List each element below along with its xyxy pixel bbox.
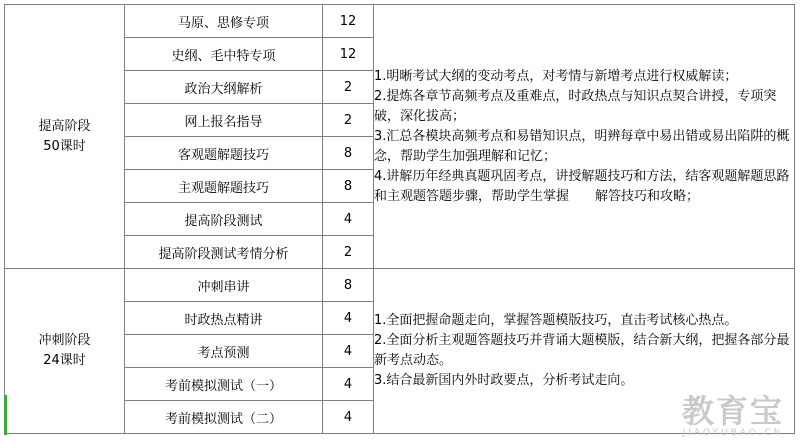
table-row: [5, 269, 795, 302]
phase-hours: 24课时: [43, 353, 86, 368]
phase-cell: [5, 5, 125, 269]
description-line: 1.全面把握命题走向，掌握答题模版技巧，直击考试核心热点。: [374, 313, 738, 328]
topic-cell: 时政热点精讲: [125, 302, 323, 335]
hours-cell: 4: [323, 368, 374, 401]
topic-cell: 冲刺串讲: [125, 269, 323, 302]
description-line: 2.提炼各章节高频考点及重难点，时政热点与知识点契合讲授，专项突破，深化拔高；: [374, 88, 777, 124]
phase-name: 冲刺阶段: [38, 333, 91, 348]
topic-cell: 马原、思修专项: [125, 5, 323, 38]
hours-cell: 2: [323, 71, 374, 104]
phase-cell: [5, 269, 125, 434]
hours-cell: 12: [323, 5, 374, 38]
watermark-url: JIAOYUBAO.CN: [682, 428, 784, 438]
description-line: 3.结合最新国内外时政要点，分析考试走向。: [374, 373, 634, 388]
hours-cell: 2: [323, 104, 374, 137]
topic-cell: 客观题解题技巧: [125, 137, 323, 170]
topic-cell: 考前模拟测试（一）: [125, 368, 323, 401]
curriculum-table: [4, 4, 795, 434]
topic-cell: 提高阶段测试考情分析: [125, 236, 323, 269]
hours-cell: 8: [323, 137, 374, 170]
topic-cell: 史纲、毛中特专项: [125, 38, 323, 71]
phase-name: 提高阶段: [38, 118, 91, 134]
phase-hours: 50课时: [43, 138, 86, 154]
topic-cell: 提高阶段测试: [125, 203, 323, 236]
topic-cell: 考前模拟测试（二）: [125, 401, 323, 434]
description-line: 3.汇总各模块高频考点和易错知识点，明辨每章中易出错或易出陷阱的概念，帮助学生加强理解和记忆；: [374, 128, 790, 164]
description-line: 2.全面分析主观题答题技巧并背诵大题模版，结合新大纲，把握各部分最新考点动态。: [374, 333, 790, 368]
hours-cell: 8: [323, 269, 374, 302]
table-row: [5, 5, 795, 38]
hours-cell: 2: [323, 236, 374, 269]
watermark-logo: 教育宝: [681, 392, 784, 430]
topic-cell: 网上报名指导: [125, 104, 323, 137]
topic-cell: 主观题解题技巧: [125, 170, 323, 203]
hours-cell: 4: [323, 335, 374, 368]
accent-marker: [4, 395, 7, 435]
topic-cell: 考点预测: [125, 335, 323, 368]
hours-cell: 4: [323, 401, 374, 434]
hours-cell: 8: [323, 170, 374, 203]
description-line: 1.明晰考试大纲的变动考点，对考情与新增考点进行权威解读；: [374, 68, 738, 84]
watermark: [682, 394, 784, 438]
phase-description: [374, 5, 795, 269]
topic-cell: 政治大纲解析: [125, 71, 323, 104]
description-line: 4.讲解历年经典真题巩固考点，讲授解题技巧和方法，结客观题解题思路和主观题答题步骤，帮助学生掌握 解答技巧和攻略；: [374, 168, 790, 204]
hours-cell: 4: [323, 302, 374, 335]
hours-cell: 12: [323, 38, 374, 71]
hours-cell: 4: [323, 203, 374, 236]
